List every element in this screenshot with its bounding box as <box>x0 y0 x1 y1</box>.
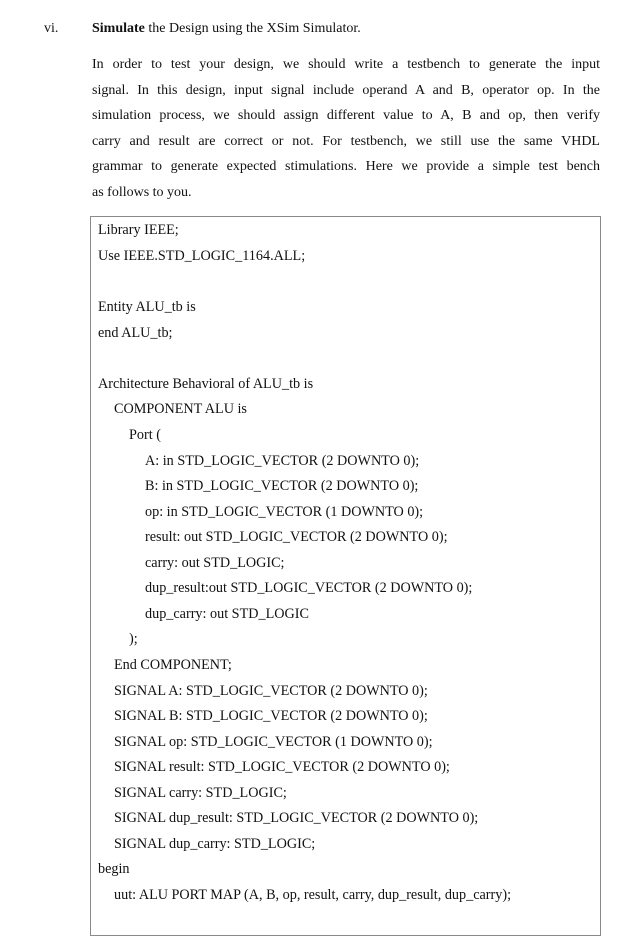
intro-paragraph <box>92 52 600 205</box>
code-line: COMPONENT ALU is <box>114 401 247 417</box>
step-title-rest: the Design using the XSim Simulator. <box>144 21 361 36</box>
code-line: SIGNAL B: STD_LOGIC_VECTOR (2 DOWNTO 0); <box>114 708 428 724</box>
code-line: result: out STD_LOGIC_VECTOR (2 DOWNTO 0); <box>145 529 448 545</box>
code-box <box>90 216 601 936</box>
paragraph-line: In order to test your design, we should write a testbench to generate the input <box>92 57 600 72</box>
step-title-bold: Simulate <box>92 21 145 36</box>
code-line: dup_result:out STD_LOGIC_VECTOR (2 DOWNTO 0); <box>145 580 473 596</box>
code-line: op: in STD_LOGIC_VECTOR (1 DOWNTO 0); <box>145 504 424 520</box>
code-line: dup_carry: out STD_LOGIC <box>145 606 309 622</box>
code-line: Library IEEE; <box>98 222 179 238</box>
code-line: A: in STD_LOGIC_VECTOR (2 DOWNTO 0); <box>145 453 420 469</box>
paragraph-line: signal. In this design, input signal include operand A and B, operator op. In the <box>92 82 600 98</box>
paragraph-line: grammar to generate expected stimulations. Here we provide a simple test bench <box>92 159 600 174</box>
code-line: carry: out STD_LOGIC; <box>145 555 285 571</box>
code-line: SIGNAL dup_result: STD_LOGIC_VECTOR (2 DOWNTO 0); <box>114 810 479 826</box>
paragraph-line: carry and result are correct or not. For testbench, we still use the same VHDL <box>92 133 600 149</box>
code-line: End COMPONENT; <box>114 657 232 673</box>
step-number: vi. <box>44 21 59 36</box>
code-line: Architecture Behavioral of ALU_tb is <box>98 376 314 392</box>
code-line: end ALU_tb; <box>98 325 173 341</box>
code-line: Port ( <box>129 427 161 443</box>
code-line: SIGNAL A: STD_LOGIC_VECTOR (2 DOWNTO 0); <box>114 683 428 699</box>
code-line: begin <box>98 861 130 877</box>
paragraph-line: simulation process, we should assign different value to A, B and op, then verify <box>92 108 600 123</box>
code-line: Use IEEE.STD_LOGIC_1164.ALL; <box>98 248 306 264</box>
code-line: SIGNAL result: STD_LOGIC_VECTOR (2 DOWNTO 0); <box>114 759 450 775</box>
step-title <box>92 19 361 39</box>
code-line: uut: ALU PORT MAP (A, B, op, result, carry, dup_result, dup_carry); <box>114 887 512 903</box>
code-line: SIGNAL dup_carry: STD_LOGIC; <box>114 836 316 852</box>
code-line: SIGNAL op: STD_LOGIC_VECTOR (1 DOWNTO 0); <box>114 734 433 750</box>
code-line: SIGNAL carry: STD_LOGIC; <box>114 785 287 801</box>
code-line: Entity ALU_tb is <box>98 299 196 315</box>
code-line: B: in STD_LOGIC_VECTOR (2 DOWNTO 0); <box>145 478 419 494</box>
code-line: ); <box>129 631 138 647</box>
paragraph-line: as follows to you. <box>92 184 192 200</box>
